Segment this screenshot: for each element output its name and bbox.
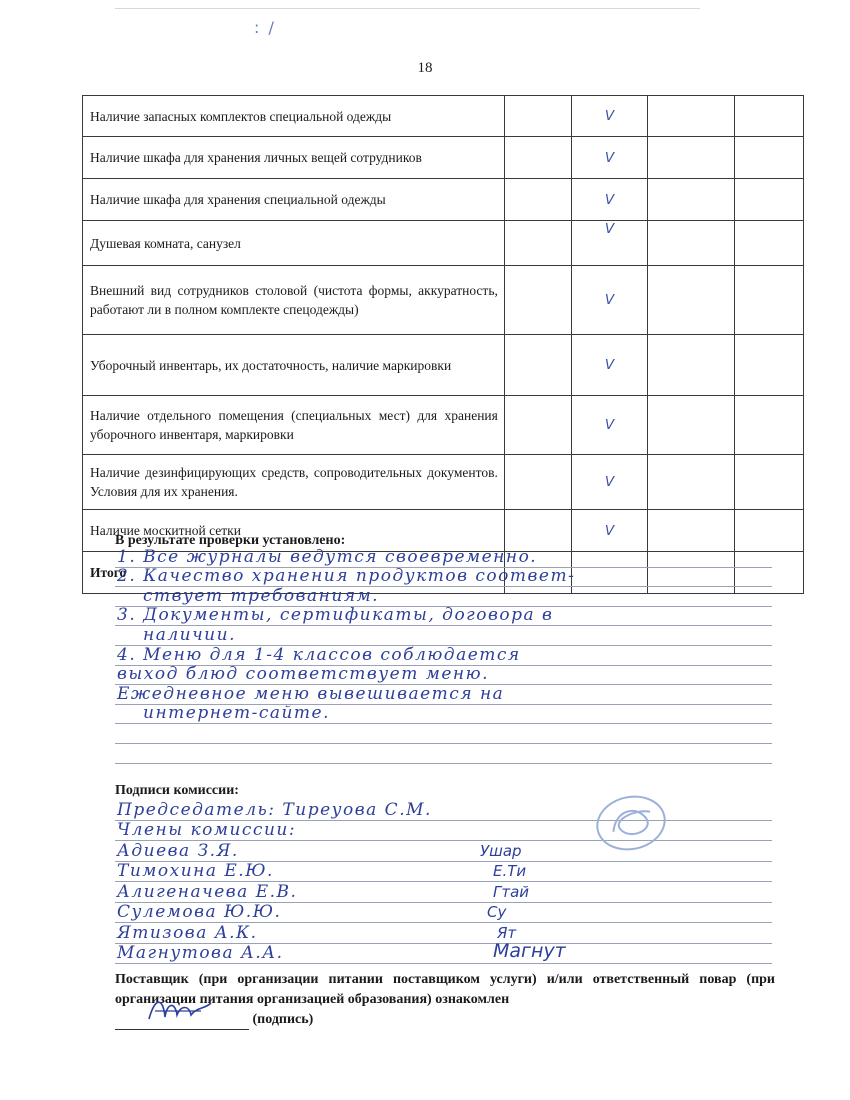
empty-cell [734,179,803,221]
table-row [83,96,804,137]
total-label: Итого [83,552,505,594]
empty-cell [504,396,571,455]
page-number: 18 [417,60,433,76]
criterion-cell: Наличие запасных комплектов специальной одежды [83,96,505,137]
criterion-cell: Душевая комната, санузел [83,221,505,266]
member-signature: Су [487,903,507,921]
top-edge-line [115,8,700,9]
commission-member: Члены комиссии: [117,820,297,840]
empty-cell [504,510,571,552]
criterion-cell: Наличие шкафа для хранения личных вещей сотрудников [83,137,505,179]
checkmark: V [572,221,647,266]
empty-cell [734,335,803,396]
signature-label: (подпись) [252,1012,314,1027]
handwritten-line: 4. Меню для 1-4 классов соблюдается [117,644,521,665]
empty-cell [734,396,803,455]
commission-member: Магнутова А.А. [117,943,284,963]
empty-cell [734,266,803,335]
table-row [83,179,804,221]
commission-member: Адиева З.Я. [117,840,239,861]
checklist-table [82,95,804,594]
empty-cell [734,455,803,510]
empty-cell [504,137,571,179]
commission-heading: Подписи комиссии: [115,783,239,798]
checkmark: V [572,510,647,552]
empty-cell [734,96,803,137]
member-signature: Е.Ти [493,862,527,880]
checkmark: V [572,455,647,510]
criterion-cell: Наличие шкафа для хранения специальной одежды [83,179,505,221]
commission-member: Алигеначева Е.В. [117,881,298,902]
commission-member: Ятизова А.К. [117,922,258,943]
signature-scribble-icon [145,993,215,1025]
empty-cell [647,266,734,335]
handwritten-line: 3. Документы, сертификаты, договора в [117,605,554,626]
handwritten-line: 1. Все журналы ведутся своевременно. [117,546,538,567]
criterion-cell: Наличие отдельного помещения (специальных мест) для хранения уборочного инвентаря, маркировки [83,396,505,455]
supplier-text: Поставщик (при организации питании поставщиком услуги) и/или ответственный повар (при организации питания организацией образования) ознакомлен [115,972,775,1007]
member-signature: Магнут [493,940,566,962]
commission-member: Сулемова Ю.Ю. [117,902,282,922]
criterion-cell: Внешний вид сотрудников столовой (чистота формы, аккуратность, работают ли в полном комплекте спецодежды) [83,266,505,335]
empty-cell [647,510,734,552]
member-signature: Ушар [480,841,522,860]
criterion-cell: Наличие москитной сетки [83,510,505,552]
handwritten-line: ствует требованиям. [143,585,380,606]
top-pen-mark: : / [254,18,276,37]
table-row [83,137,804,179]
empty-cell [504,221,571,266]
criterion-cell: Наличие дезинфицирующих средств, сопроводительных документов. Условия для их хранения. [83,455,505,510]
empty-cell [734,510,803,552]
empty-cell [734,137,803,179]
handwritten-line: Ежедневное меню вывешивается на [117,683,505,704]
empty-cell [504,335,571,396]
handwritten-line: наличии. [143,624,236,645]
checkmark: V [572,137,647,179]
findings-lines [115,548,772,764]
checkmark: V [572,396,647,455]
empty-cell [647,455,734,510]
checkmark: V [572,96,647,137]
checkmark: V [572,179,647,221]
empty-cell [647,96,734,137]
empty-cell [504,455,571,510]
checkmark: V [572,266,647,335]
table-row [83,455,804,510]
member-signature: Ят [497,923,517,942]
empty-cell [647,179,734,221]
empty-cell [647,335,734,396]
empty-cell [504,96,571,137]
findings-heading: В результате проверки установлено: [115,533,346,548]
checkmark: V [572,335,647,396]
empty-cell [504,179,571,221]
handwritten-line: выход блюд соответствует меню. [117,664,489,685]
table-row [83,335,804,396]
empty-cell [504,266,571,335]
table-row [83,266,804,335]
table-row [83,221,804,266]
handwritten-line: 2. Качество хранения продуктов соответ- [117,566,576,587]
table-row [83,396,804,455]
empty-cell [647,137,734,179]
empty-cell [647,396,734,455]
supplier-signature-line [115,1011,249,1030]
empty-cell [647,221,734,266]
member-signature: Гтай [493,882,530,901]
commission-member: Председатель: Тиреуова С.М. [117,799,432,820]
commission-member: Тимохина Е.Ю. [117,861,274,881]
commission-lines [115,800,772,964]
empty-cell [734,221,803,266]
handwritten-line: интернет-сайте. [143,703,331,724]
supplier-notice [115,970,775,1030]
criterion-cell: Уборочный инвентарь, их достаточность, наличие маркировки [83,335,505,396]
